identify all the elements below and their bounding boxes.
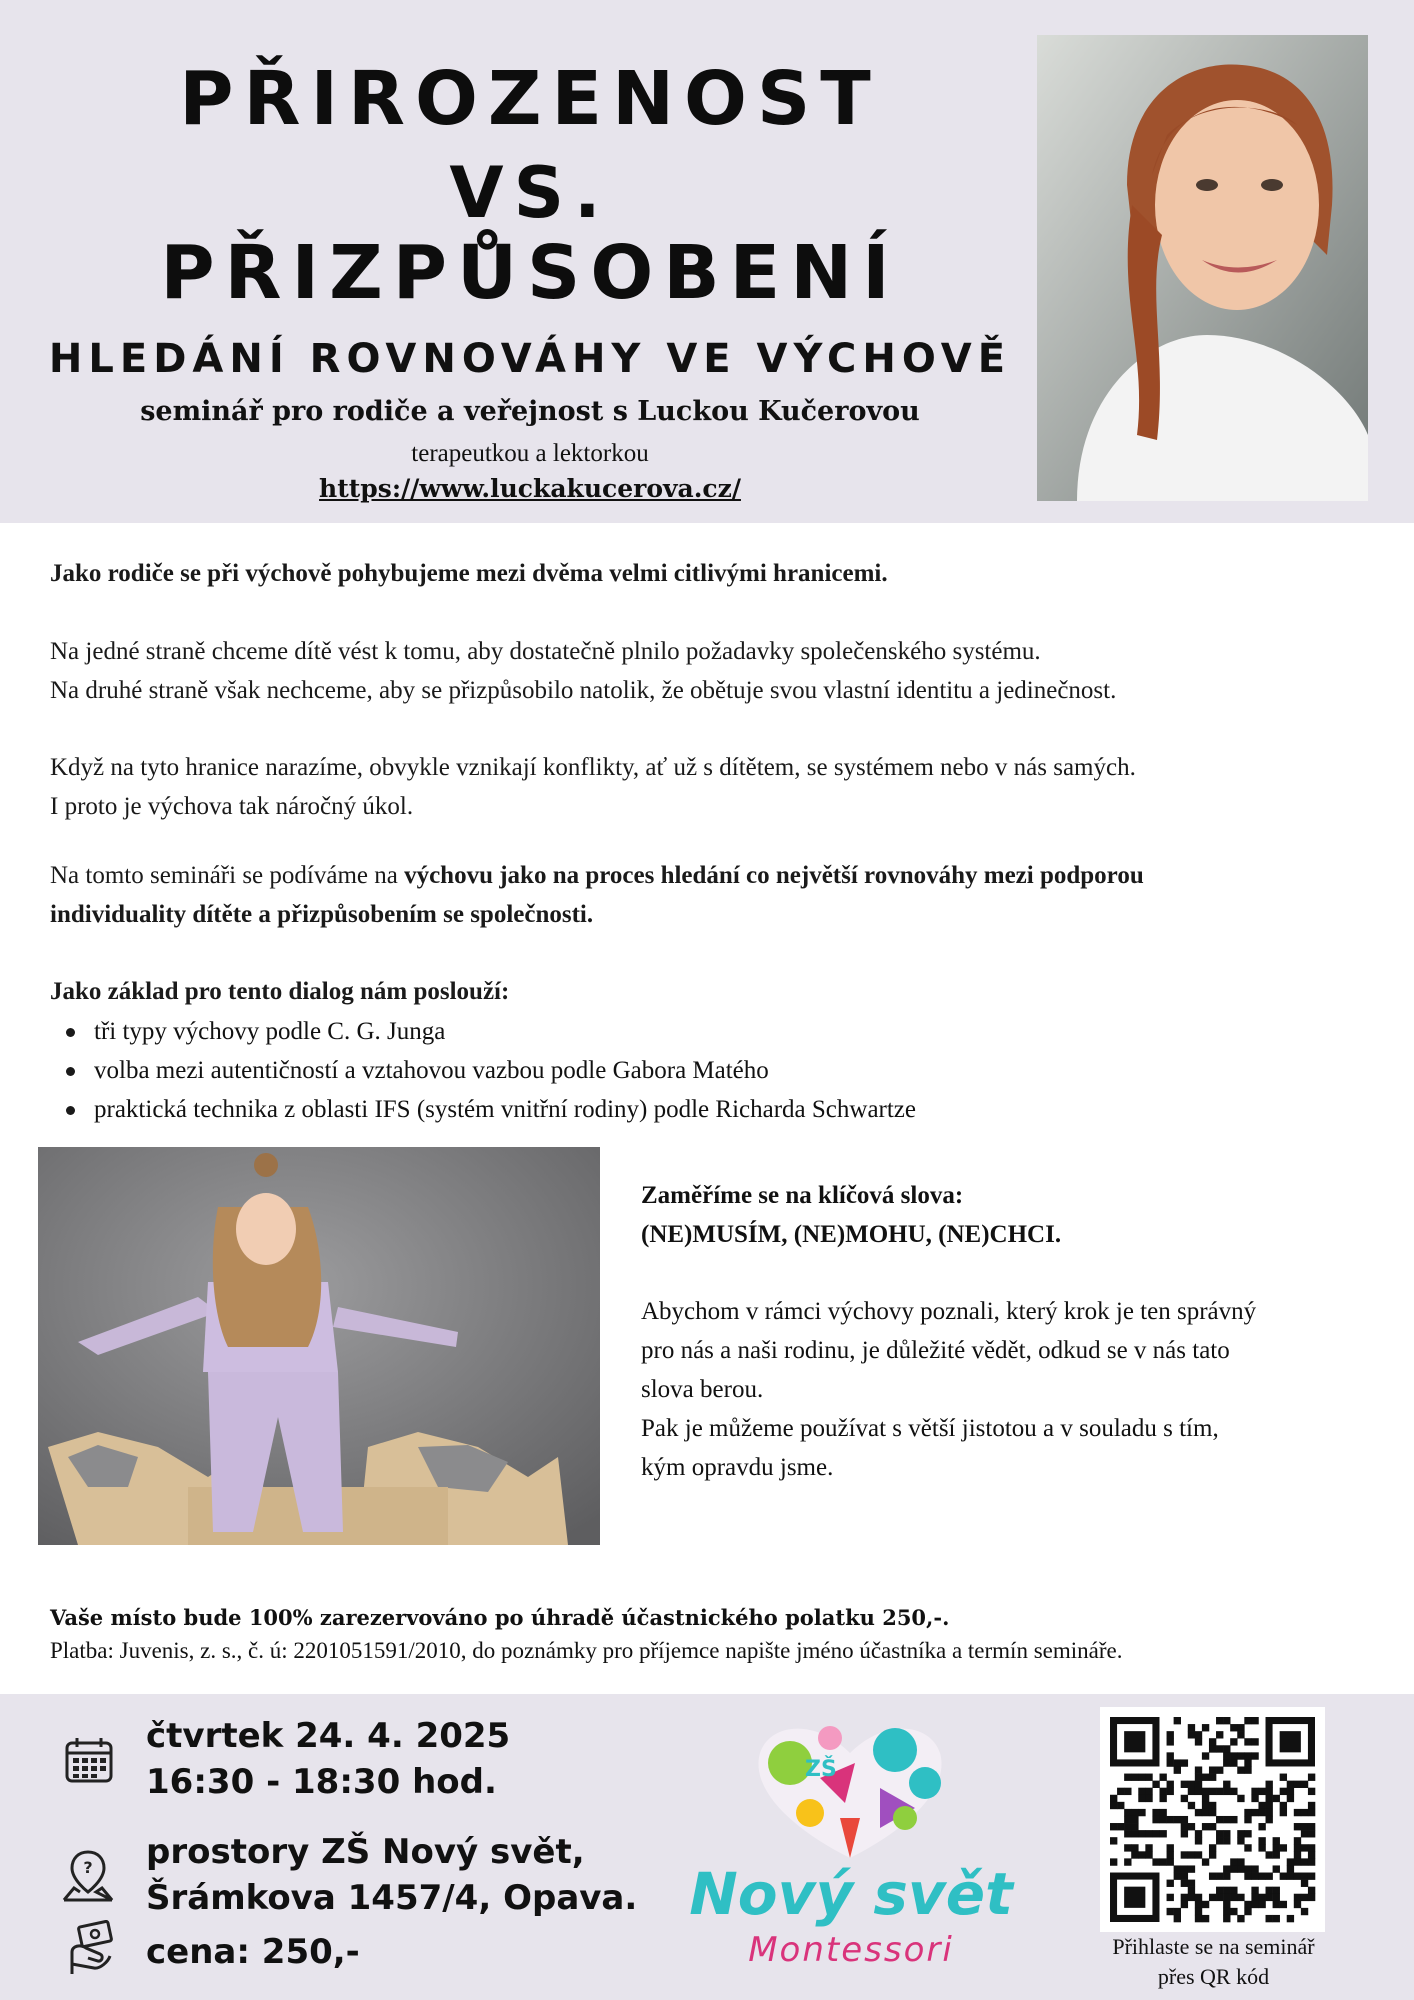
intro-p2-line-2: Na druhé straně však nechceme, aby se přizpůsobilo natolik, že obětuje svou vlastní identitu a jedinečnost. [50,677,1117,704]
intro-lead: Jako rodiče se při výchově pohybujeme mezi dvěma velmi citlivými hranicemi. [50,560,888,587]
list-item: praktická technika z oblasti IFS (systém vnitřní rodiny) podle Richarda Schwartze [60,1090,916,1129]
qr-code[interactable] [1100,1707,1325,1932]
map-pin-icon [60,1848,116,1904]
basis-list [60,1012,916,1129]
intro-paragraph-4 [50,856,1380,934]
title-line-1: PŘIROZENOST [179,56,881,142]
intro-p4-pre: Na tomto semináři se podíváme na [50,862,405,889]
qr-caption-line-1: Přihlaste se na seminář [1112,1934,1315,1959]
calendar-icon [64,1735,114,1785]
reservation-note: Vaše místo bude 100% zarezervováno po úhradě účastnického polatku 250,-. [50,1605,950,1630]
intro-p2-line-1: Na jedné straně chceme dítě vést k tomu, aby dostatečně plnilo požadavky společenského systému. [50,638,1041,665]
explanation-line: slova berou. [641,1376,764,1403]
list-item: volba mezi autentičností a vztahovou vazbou podle Gabora Matého [60,1051,916,1090]
qr-caption-line-2: přes QR kód [1157,1964,1270,1989]
intro-p4-bold-1: výchovu jako na proces hledání co největší rovnováhy mezi podporou [404,862,1144,889]
intro-p3-line-1: Když na tyto hranice narazíme, obvykle vznikají konflikty, ať už s dítětem, se systémem nebo v nás samých. [50,754,1136,781]
intro-paragraph-3 [50,748,1380,826]
logo-subtitle: Montessori [748,1930,954,1970]
seminar-line: seminář pro rodiče a veřejnost s Luckou Kučerovou [140,396,920,427]
explanation-line: pro nás a naši rodinu, je důležité vědět, odkud se v nás tato [641,1337,1230,1364]
intro-p4-bold-2: individuality dítěte a přizpůsobením se společnosti. [50,901,594,928]
explanation-line: kým opravdu jsme. [641,1454,834,1481]
qr-caption [1066,1932,1361,1992]
list-heading: Jako základ pro tento dialog nám poslouží: [50,978,510,1005]
portrait-photo [1037,35,1368,501]
svg-text:?: ? [83,1858,93,1877]
logo-name: Nový svět [689,1860,1013,1928]
subtitle: HLEDÁNÍ ROVNOVÁHY VE VÝCHOVĚ [48,336,1012,382]
title-line-2: VS. [449,152,611,234]
venue-line-1: prostory ZŠ Nový svět, [146,1832,585,1872]
intro-paragraph-2 [50,632,1380,710]
explanation-line: Abychom v rámci výchovy poznali, který krok je ten správný [641,1298,1257,1325]
event-date: čtvrtek 24. 4. 2025 [146,1716,511,1756]
keywords-block [641,1176,1381,1254]
qr-code-graphic [1100,1707,1325,1932]
keywords-heading: Zaměříme se na klíčová slova: [641,1182,964,1209]
logo-badge: ZŠ [805,1757,837,1782]
payment-info: Platba: Juvenis, z. s., č. ú: 2201051591/2010, do poznámky pro příjemce napište jméno účastníka a termín semináře. [50,1638,1123,1663]
keywords-explanation [641,1292,1381,1487]
intro-p3-line-2: I proto je výchova tak náročný úkol. [50,793,414,820]
money-icon [66,1920,116,1978]
event-time: 16:30 - 18:30 hod. [146,1762,497,1802]
website-link[interactable]: https://www.luckakucerova.cz/ [319,474,741,503]
explanation-line: Pak je můžeme používat s větší jistotou a v souladu s tím, [641,1415,1219,1442]
title-line-3: PŘIZPŮSOBENÍ [160,230,900,316]
venue-line-2: Šrámkova 1457/4, Opava. [146,1878,638,1918]
list-item: tři typy výchovy podle C. G. Junga [60,1012,916,1051]
keywords-words: (NE)MUSÍM, (NE)MOHU, (NE)CHCI. [641,1221,1062,1248]
role-line: terapeutkou a lektorkou [411,440,649,467]
price: cena: 250,- [146,1932,360,1972]
child-photo [38,1147,600,1545]
